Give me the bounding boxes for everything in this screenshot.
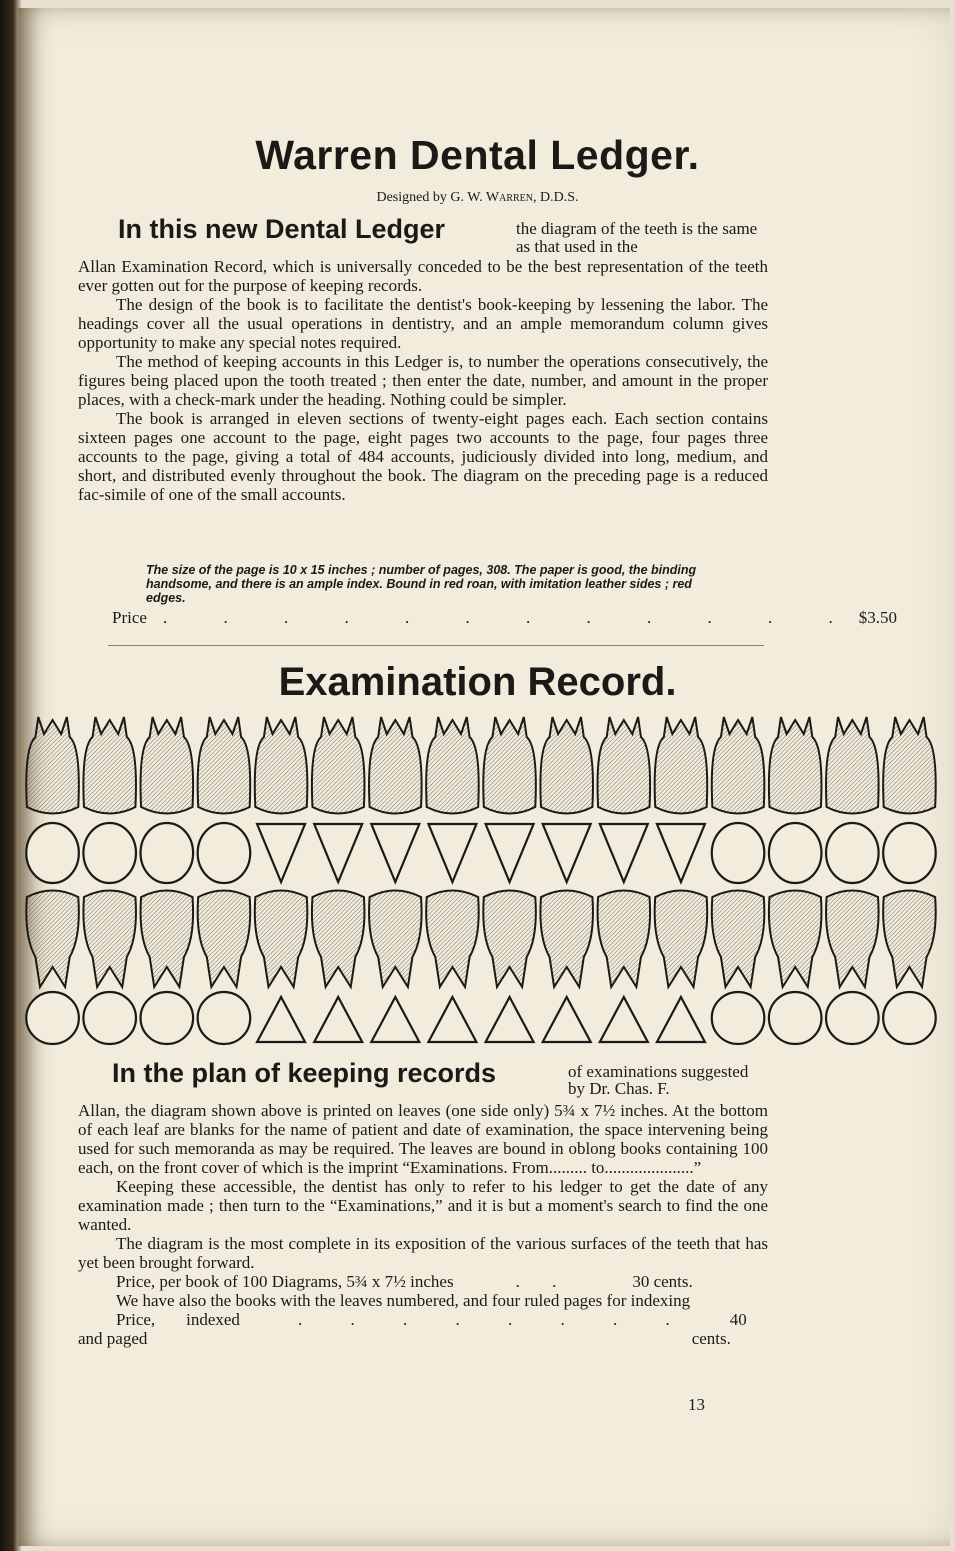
lower-tooth-side-icon — [255, 891, 308, 988]
upper-molar-occlusal-icon — [712, 823, 765, 883]
upper-incisor-occlusal-icon — [600, 824, 648, 882]
ledger-price-dots: . . . . . . . . . . . . — [162, 608, 859, 627]
lower-molar-occlusal-icon — [712, 992, 765, 1044]
lower-incisor-occlusal-icon — [371, 997, 419, 1042]
upper-tooth-side-icon — [83, 717, 136, 814]
lower-molar-occlusal-icon — [141, 992, 194, 1044]
lower-tooth-side-icon — [483, 891, 536, 988]
exam-paragraph-1: Allan, the diagram shown above is printed on leaves (one side only) 5¾ x 7½ inches. At the bottom of each leaf are blanks for the name of patient and date of examination, the space intervening being used for such memoranda as may be required. The leaves are bound in oblong books containing 100 each, on the front cover of which is the imprint “Examinations. From......... to.....................” — [78, 1101, 768, 1177]
upper-tooth-side-icon — [369, 717, 422, 814]
upper-molar-occlusal-icon — [883, 823, 936, 883]
ledger-paragraph-1: Allan Examination Record, which is universally conceded to be the best representation of the teeth ever gotten out for the purpose of keeping records. — [78, 257, 768, 295]
lower-tooth-side-icon — [312, 891, 365, 988]
upper-tooth-side-icon — [826, 717, 879, 814]
upper-molar-occlusal-icon — [769, 823, 822, 883]
upper-molar-occlusal-icon — [141, 823, 194, 883]
lower-molar-occlusal-icon — [198, 992, 251, 1044]
lower-tooth-side-icon — [540, 891, 593, 988]
ledger-paragraph-2: The design of the book is to facilitate the dentist's book-keeping by lessening the labor. The headings cover all the usual operations in dentistry, and an ample memorandum column gives opportunity to make any special notes required. — [78, 295, 768, 352]
upper-tooth-side-icon — [312, 717, 365, 814]
lower-tooth-side-icon — [769, 891, 822, 988]
ledger-specs: The size of the page is 10 x 15 inches ; number of pages, 308. The paper is good, the binding handsome, and there is an ample index. Bound in red roan, with imitation leather sides ; red edges. — [146, 563, 697, 605]
upper-tooth-side-icon — [883, 717, 936, 814]
exam-plan-heading: In the plan of keeping records — [112, 1058, 497, 1088]
upper-incisor-occlusal-icon — [314, 824, 362, 882]
ledger-price-label: Price — [112, 608, 147, 627]
upper-tooth-side-icon — [769, 717, 822, 814]
exam-paragraph-3: The diagram is the most complete in its exposition of the various surfaces of the teeth that has yet been brought forward. — [78, 1234, 768, 1272]
upper-tooth-side-icon — [483, 717, 536, 814]
teeth-rows — [26, 717, 935, 1044]
exam-paragraph-4: We have also the books with the leaves numbered, and four ruled pages for indexing — [116, 1291, 691, 1310]
upper-tooth-side-icon — [198, 717, 251, 814]
ledger-paragraph-4: The book is arranged in eleven sections of twenty-eight pages each. Each section contains sixteen pages one account to the page, eight pages two accounts to the page, four pages three accounts to the page, giving a total of 484 accounts, judiciously divided into long, medium, and short, and distributed evenly throughout the book. The diagram on the preceding page is a reduced fac-simile of one of the small accounts. — [78, 409, 768, 504]
upper-incisor-occlusal-icon — [371, 824, 419, 882]
lower-incisor-occlusal-icon — [257, 997, 305, 1042]
exam-price-row-2 — [78, 1310, 768, 1348]
exam-paragraph-2: Keeping these accessible, the dentist has only to refer to his ledger to get the date of any examination made ; then turn to the “Examinations,” and it is but a moment's search to find the one wanted. — [78, 1177, 768, 1234]
designer-name: G. W. Warren, D.D.S. — [450, 190, 579, 205]
upper-tooth-side-icon — [141, 717, 194, 814]
designer-line — [0, 190, 955, 206]
lower-tooth-side-icon — [712, 891, 765, 988]
teeth-diagram — [20, 712, 940, 1047]
upper-incisor-occlusal-icon — [428, 824, 476, 882]
exam-title: Examination Record. — [278, 660, 677, 704]
upper-incisor-occlusal-icon — [486, 824, 534, 882]
exam-price-2-value: 40 cents. — [691, 1310, 747, 1348]
upper-molar-occlusal-icon — [83, 823, 136, 883]
upper-incisor-occlusal-icon — [257, 824, 305, 882]
lower-tooth-side-icon — [826, 891, 879, 988]
lower-incisor-occlusal-icon — [428, 997, 476, 1042]
lower-tooth-side-icon — [655, 891, 708, 988]
lower-tooth-side-icon — [598, 891, 651, 988]
lower-molar-occlusal-icon — [26, 992, 79, 1044]
exam-price-1-label: Price, per book of 100 Diagrams, 5¾ x 7½ inches — [116, 1272, 454, 1291]
lower-tooth-side-icon — [141, 891, 194, 988]
lower-incisor-occlusal-icon — [543, 997, 591, 1042]
lower-molar-occlusal-icon — [769, 992, 822, 1044]
ledger-subhead: In this new Dental Ledger — [118, 214, 446, 244]
section-divider — [108, 645, 764, 646]
upper-tooth-side-icon — [540, 717, 593, 814]
lower-molar-occlusal-icon — [83, 992, 136, 1044]
lower-tooth-side-icon — [369, 891, 422, 988]
lower-tooth-side-icon — [198, 891, 251, 988]
lower-tooth-side-icon — [426, 891, 479, 988]
lower-incisor-occlusal-icon — [314, 997, 362, 1042]
upper-tooth-side-icon — [255, 717, 308, 814]
exam-price-2-dots: . . . . . . . . — [297, 1310, 692, 1329]
exam-plan-heading-tail: of examinations suggested by Dr. Chas. F. — [568, 1062, 749, 1098]
exam-body — [78, 1101, 768, 1348]
upper-tooth-side-icon — [426, 717, 479, 814]
lower-molar-occlusal-icon — [883, 992, 936, 1044]
lower-incisor-occlusal-icon — [657, 997, 705, 1042]
lower-molar-occlusal-icon — [826, 992, 879, 1044]
lower-incisor-occlusal-icon — [486, 997, 534, 1042]
designed-prefix: Designed by — [376, 190, 447, 205]
ledger-price-row — [112, 608, 897, 628]
upper-tooth-side-icon — [598, 717, 651, 814]
ledger-title: Warren Dental Ledger. — [255, 132, 700, 178]
exam-price-1-dots: . . — [515, 1272, 571, 1291]
lower-incisor-occlusal-icon — [600, 997, 648, 1042]
exam-price-2-label: Price, indexed and paged — [78, 1310, 240, 1348]
upper-molar-occlusal-icon — [198, 823, 251, 883]
lower-tooth-side-icon — [26, 891, 79, 988]
upper-tooth-side-icon — [26, 717, 79, 814]
upper-incisor-occlusal-icon — [657, 824, 705, 882]
ledger-subhead-tail: the diagram of the teeth is the same as that used in the — [516, 219, 758, 256]
lower-tooth-side-icon — [883, 891, 936, 988]
upper-molar-occlusal-icon — [26, 823, 79, 883]
ledger-price-value: $3.50 — [858, 608, 897, 627]
upper-molar-occlusal-icon — [826, 823, 879, 883]
ledger-body — [78, 257, 768, 504]
exam-price-1-value: 30 cents. — [632, 1272, 693, 1291]
upper-tooth-side-icon — [712, 717, 765, 814]
exam-price-row-1 — [78, 1272, 768, 1291]
page-number: 13 — [688, 1395, 705, 1414]
ledger-paragraph-3: The method of keeping accounts in this Ledger is, to number the operations consecutively, the figures being placed upon the tooth treated ; then enter the date, number, and amount in the proper places, with a check-mark under the heading. Nothing could be simpler. — [78, 352, 768, 409]
upper-tooth-side-icon — [655, 717, 708, 814]
lower-tooth-side-icon — [83, 891, 136, 988]
upper-incisor-occlusal-icon — [543, 824, 591, 882]
